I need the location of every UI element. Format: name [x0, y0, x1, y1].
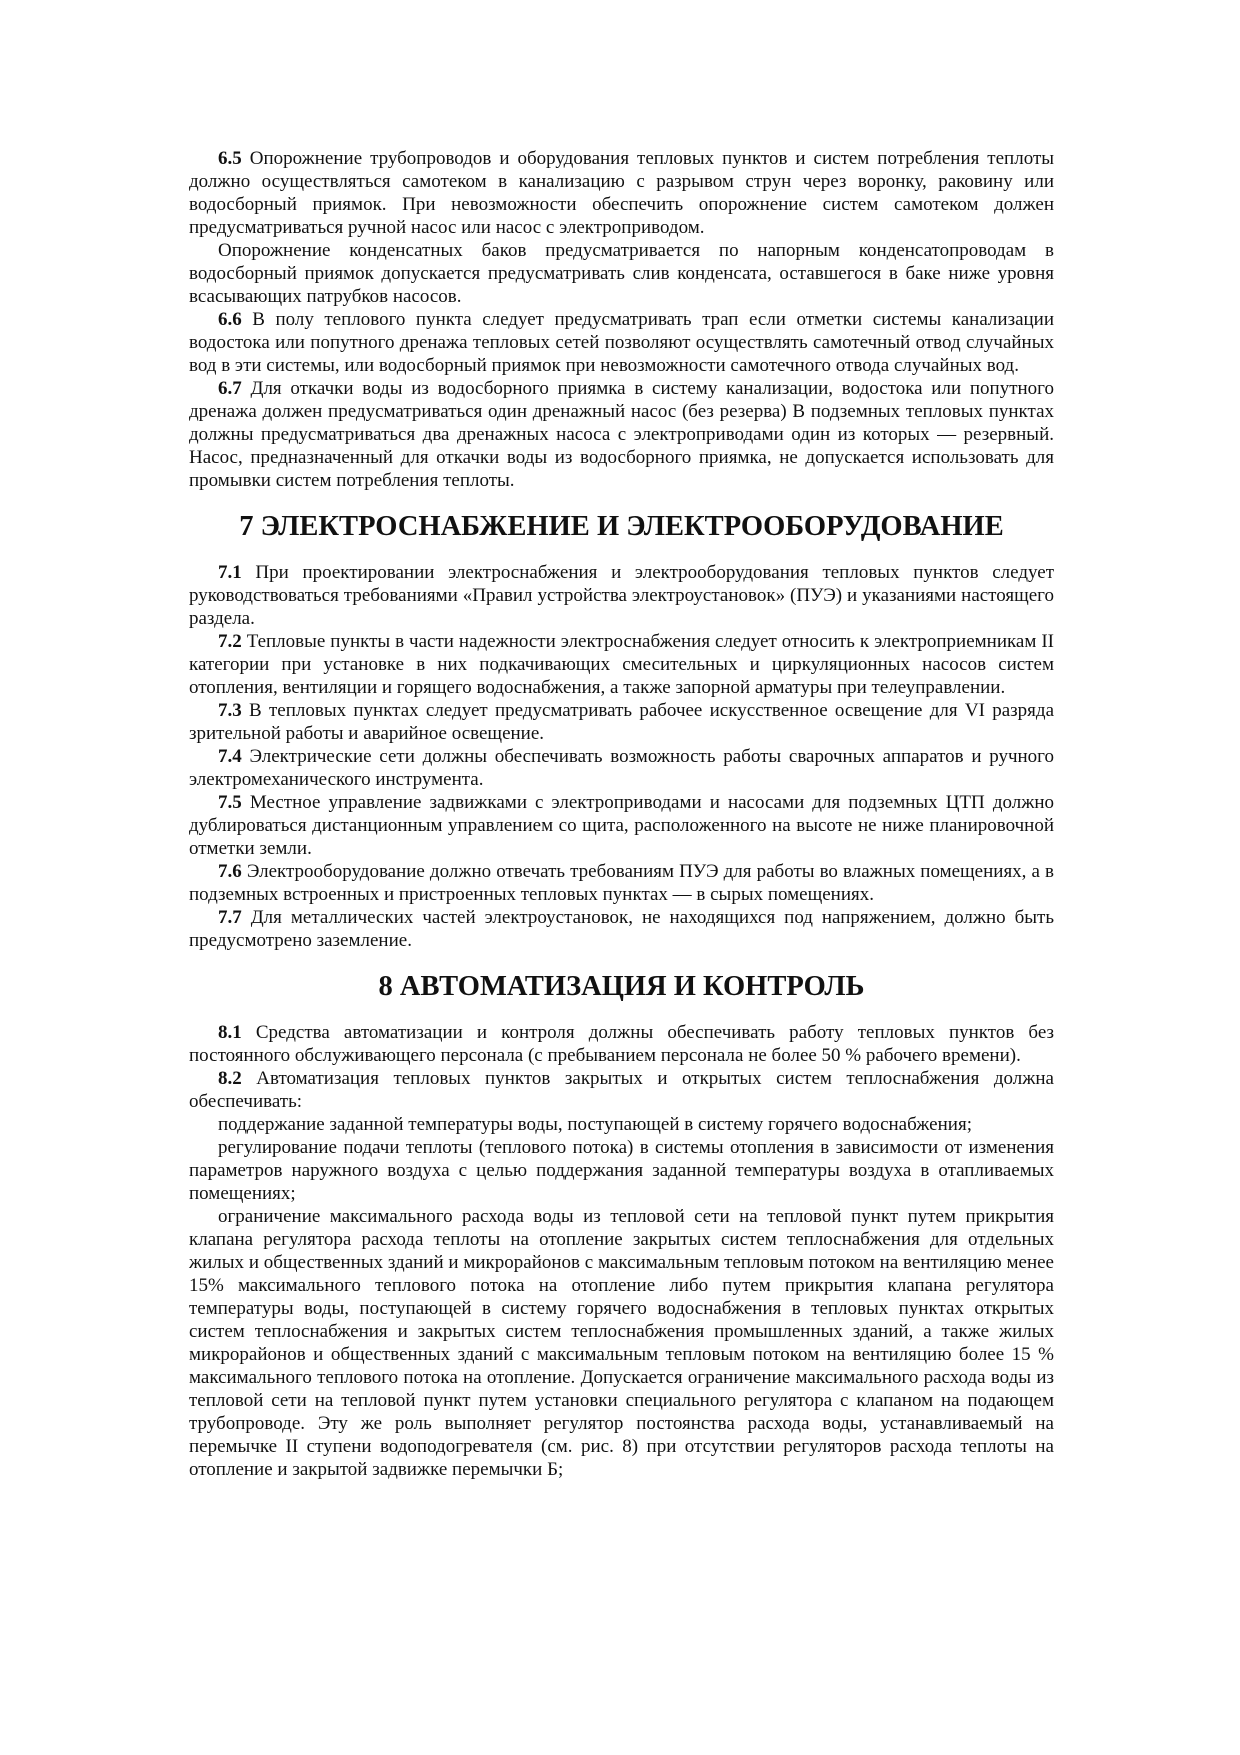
paragraph-text: Электрооборудование должно отвечать требованиям ПУЭ для работы во влажных помещениях, а в подземных встроенных и пристроенных тепловых пунктах — в сырых помещениях. [189, 861, 1054, 905]
clause-number: 7.1 [218, 562, 242, 583]
paragraph-text: Средства автоматизации и контроля должны обеспечивать работу тепловых пунктов без постоянного обслуживающего персонала (с пребыванием персонала не более 50 % рабочего времени). [189, 1022, 1054, 1066]
paragraph-text: В полу теплового пункта следует предусматривать трап если отметки системы канализации водостока или попутного дренажа тепловых сетей позволяют осуществлять самотечный отвод случайных вод в эти системы, или водосборный приямок при невозможности самотечного отвода случайных вод. [189, 309, 1055, 376]
clause-number: 6.7 [218, 378, 242, 399]
paragraph-6-6 [189, 308, 1054, 377]
clause-number: 8.1 [218, 1022, 242, 1043]
clause-number: 7.3 [218, 700, 242, 721]
paragraph-7-1 [189, 561, 1054, 630]
clause-number: 8.2 [218, 1068, 242, 1089]
paragraph-6-5 [189, 147, 1054, 239]
clause-number: 7.4 [218, 746, 242, 767]
list-item-flow-limitation: ограничение максимального расхода воды из тепловой сети на тепловой пункт путем прикрытия клапана регулятора расхода теплоты на отопление закрытых систем теплоснабжения для отдельных жилых и общественных зданий и микрорайонов с максимальным тепловым потоком на вентиляцию менее 15% максимального теплового потока на отопление либо путем прикрытия клапана регулятора температуры воды, поступающей в систему горячего водоснабжения в тепловых пунктах открытых систем теплоснабжения и закрытых систем теплоснабжения промышленных зданий, а также жилых микрорайонов и общественных зданий с максимальным тепловым потоком на вентиляцию более 15 % максимального теплового потока на отопление. Допускается ограничение максимального расхода воды из тепловой сети на тепловой пункт путем установки специального регулятора с клапаном на подающем трубопроводе. Эту же роль выполняет регулятор постоянства расхода воды, устанавливаемый на перемычке II ступени водоподогревателя (см. рис. 8) при отсутствии регуляторов расхода теплоты на отопление и закрытой задвижке перемычки Б; [189, 1206, 1054, 1480]
paragraph-8-1 [189, 1021, 1054, 1067]
paragraph-text: При проектировании электроснабжения и электрооборудования тепловых пунктов следует руководствоваться требованиями «Правил устройства электроустановок» (ПУЭ) и указаниями настоящего раздела. [189, 562, 1054, 629]
clause-number: 7.7 [218, 907, 242, 928]
clause-number: 7.5 [218, 792, 242, 813]
section-heading-8: 8 АВТОМАТИЗАЦИЯ И КОНТРОЛЬ [378, 971, 865, 1002]
section-heading-7: 7 ЭЛЕКТРОСНАБЖЕНИЕ И ЭЛЕКТРООБОРУДОВАНИЕ [239, 511, 1004, 542]
list-item-temperature-maintenance: поддержание заданной температуры воды, поступающей в систему горячего водоснабжения; [218, 1114, 972, 1135]
paragraph-text: Для металлических частей электроустановок, не находящихся под напряжением, должно быть предусмотрено заземление. [189, 907, 1055, 951]
paragraph-text: Для откачки воды из водосборного приямка в систему канализации, водостока или попутного дренажа должен предусматриваться один дренажный насос (без резерва) В подземных тепловых пунктах должны предусматриваться два дренажных насоса с электроприводами один из которых — резервный. Насос, предназначенный для откачки воды из водосборного приямка, не допускается использовать для промывки систем потребления теплоты. [189, 378, 1054, 491]
list-item-heat-regulation: регулирование подачи теплоты (теплового потока) в системы отопления в зависимости от изменения параметров наружного воздуха с целью поддержания заданной температуры воздуха в отапливаемых помещениях; [189, 1137, 1054, 1204]
paragraph-7-7 [189, 906, 1054, 952]
paragraph-7-4 [189, 745, 1054, 791]
paragraph-6-5-continued: Опорожнение конденсатных баков предусматривается по напорным конденсатопроводам в водосборный приямок допускается предусматривать слив конденсата, оставшегося в баке ниже уровня всасывающих патрубков насосов. [189, 240, 1054, 307]
paragraph-7-5 [189, 791, 1054, 860]
document-page [189, 147, 1054, 1481]
clause-number: 6.6 [218, 309, 242, 330]
paragraph-8-2 [189, 1067, 1054, 1113]
paragraph-text: Электрические сети должны обеспечивать возможность работы сварочных аппаратов и ручного электромеханического инструмента. [189, 746, 1054, 790]
paragraph-text: Автоматизация тепловых пунктов закрытых и открытых систем теплоснабжения должна обеспечивать: [189, 1068, 1054, 1112]
clause-number: 6.5 [218, 148, 242, 169]
paragraph-7-2 [189, 630, 1054, 699]
paragraph-7-6 [189, 860, 1054, 906]
paragraph-text: Местное управление задвижками с электроприводами и насосами для подземных ЦТП должно дублироваться дистанционным управлением со щита, расположенного на высоте не ниже планировочной отметки земли. [189, 792, 1055, 859]
clause-number: 7.6 [218, 861, 242, 882]
paragraph-7-3 [189, 699, 1054, 745]
paragraph-text: В тепловых пунктах следует предусматривать рабочее искусственное освещение для VI разряда зрительной работы и аварийное освещение. [189, 700, 1054, 744]
paragraph-text: Тепловые пункты в части надежности электроснабжения следует относить к электроприемникам II категории при установке в них подкачивающих смесительных и циркуляционных насосов систем отопления, вентиляции и горящего водоснабжения, а также запорной арматуры при телеуправлении. [189, 631, 1054, 698]
clause-number: 7.2 [218, 631, 242, 652]
paragraph-text: Опорожнение трубопроводов и оборудования тепловых пунктов и систем потребления теплоты должно осуществляться самотеком в канализацию с разрывом струн через воронку, раковину или водосборный приямок. При невозможности обеспечить опорожнение систем самотеком должен предусматриваться ручной насос или насос с электроприводом. [189, 148, 1055, 238]
paragraph-6-7 [189, 377, 1054, 492]
